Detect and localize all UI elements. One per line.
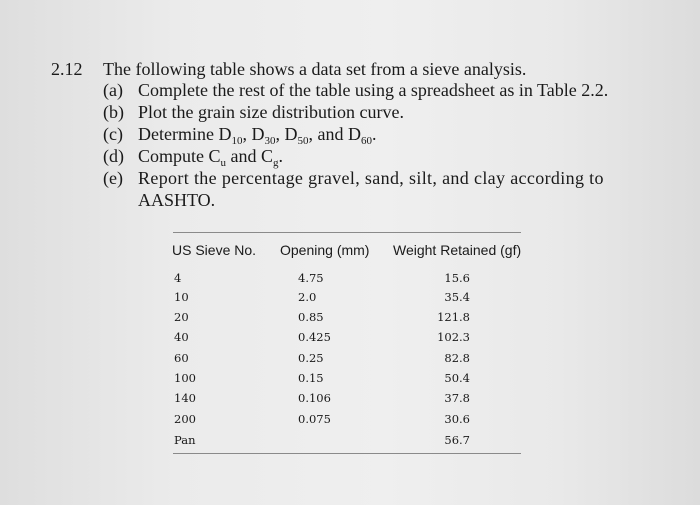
part-b-letter: (b) (103, 102, 124, 122)
weight: 35.4 (444, 290, 470, 304)
sieve-no: 100 (174, 371, 196, 385)
sieve-no: 140 (174, 391, 196, 405)
part-c-letter: (c) (103, 124, 123, 144)
weight: 15.6 (444, 271, 470, 285)
part-e-text: Report the percentage gravel, sand, silt, and clay according to (138, 168, 604, 188)
sieve-no: 200 (174, 412, 196, 426)
weight: 37.8 (444, 391, 470, 405)
opening: 0.15 (298, 371, 324, 385)
part-b-text: Plot the grain size distribution curve. (138, 102, 404, 122)
part-e-text-cont: AASHTO. (138, 190, 216, 210)
problem-number: 2.12 (51, 59, 83, 79)
opening: 0.425 (298, 330, 331, 344)
weight: 50.4 (444, 371, 470, 385)
table-bottom-rule (173, 453, 521, 454)
opening: 0.075 (298, 412, 331, 426)
problem-intro: The following table shows a data set from a sieve analysis. (103, 59, 527, 79)
part-a-text: Complete the rest of the table using a spreadsheet as in Table 2.2. (138, 80, 609, 100)
part-d-text: Compute $C_u$ and $C_g$. (138, 146, 284, 169)
part-a-letter: (a) (103, 80, 123, 100)
weight: 82.8 (444, 351, 470, 365)
opening: 2.0 (298, 290, 317, 304)
opening: 0.106 (298, 391, 331, 405)
sieve-no: 10 (174, 290, 189, 304)
sieve-no: Pan (174, 433, 196, 447)
part-d-letter: (d) (103, 146, 124, 166)
part-e-letter: (e) (103, 168, 123, 188)
header-sieve-no: US Sieve No. (172, 242, 257, 258)
header-weight: Weight Retained (gf) (393, 242, 522, 258)
sieve-no: 40 (174, 330, 189, 344)
weight: 56.7 (444, 433, 470, 447)
sieve-no: 20 (174, 310, 189, 324)
opening: 0.25 (298, 351, 324, 365)
opening: 0.85 (298, 310, 324, 324)
weight: 121.8 (437, 310, 470, 324)
part-c-text: Determine $D_{10}$, $D_{30}$, $D_{50}$, and $D_{60}$. (138, 124, 377, 147)
table-top-rule (173, 232, 521, 233)
opening: 4.75 (298, 271, 324, 285)
header-opening: Opening (mm) (280, 242, 370, 258)
weight: 102.3 (437, 330, 470, 344)
sieve-no: 4 (174, 271, 182, 285)
weight: 30.6 (444, 412, 470, 426)
sieve-no: 60 (174, 351, 189, 365)
